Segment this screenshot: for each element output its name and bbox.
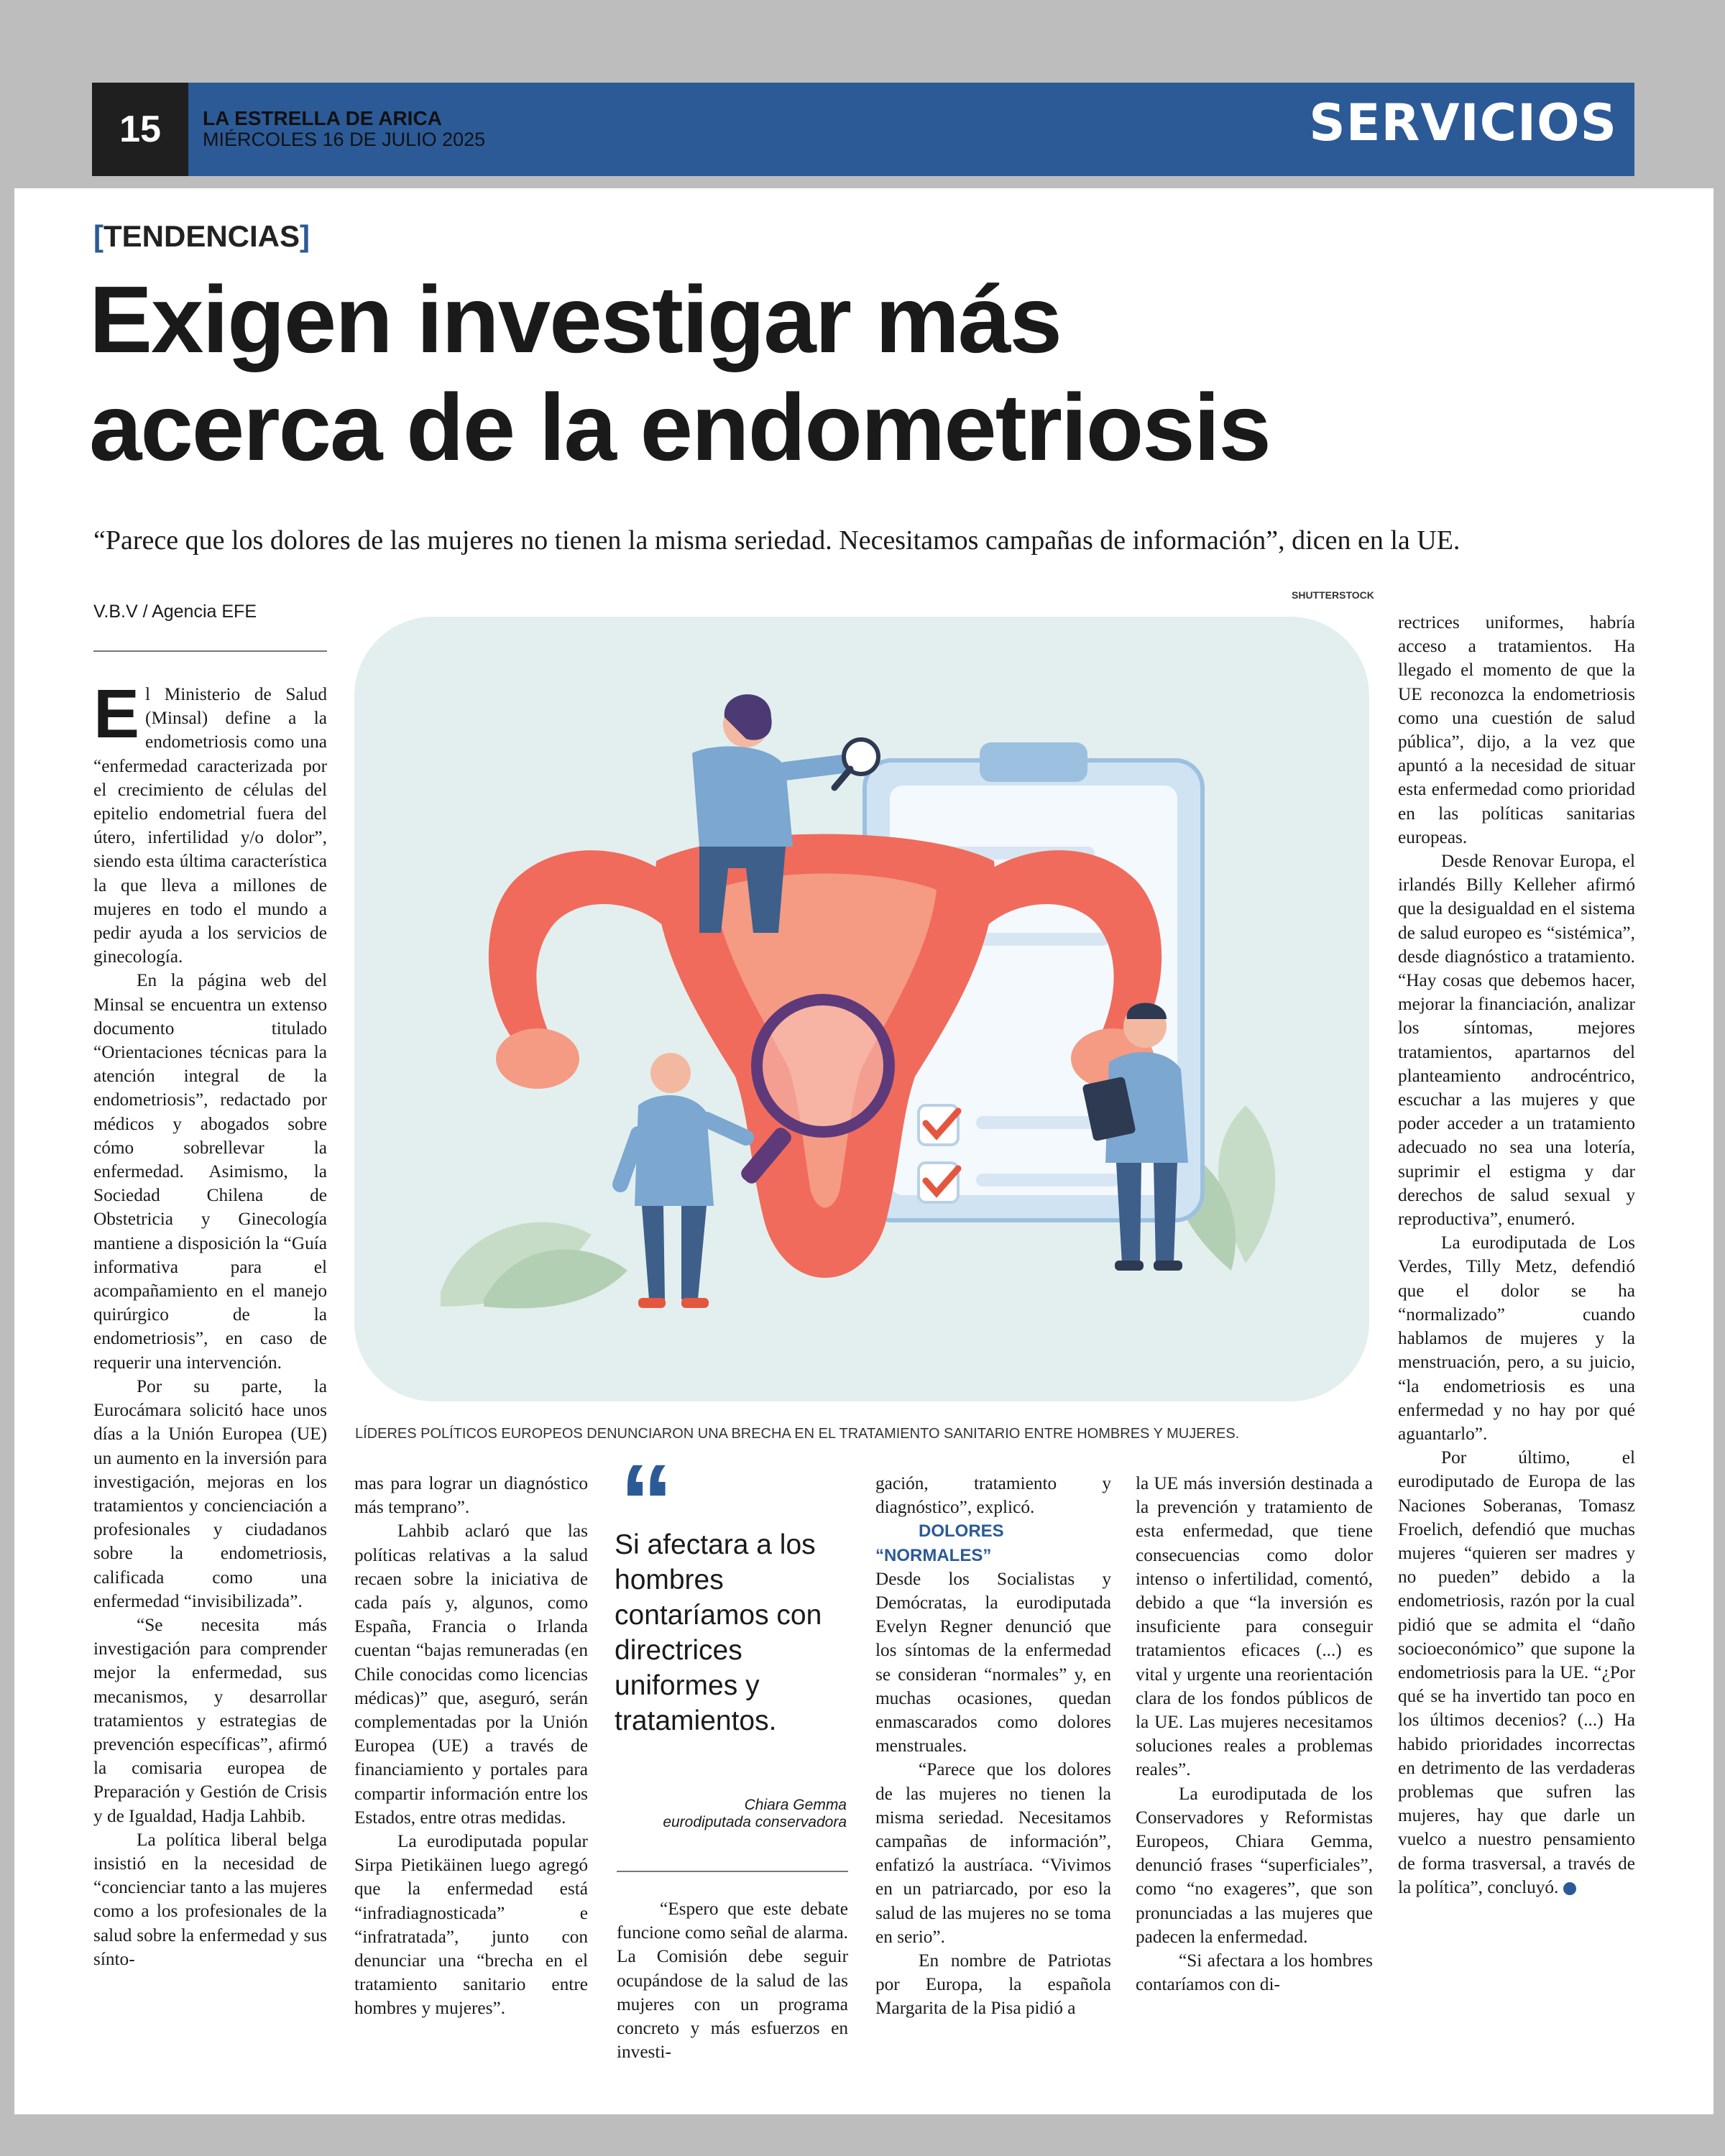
column-2-paragraph: Lahbib aclaró que las políticas relativas a la salud recaen sobre la iniciativa de cada país y, algunos, como España, Francia o Irlanda cuentan “bajas remuneradas (en Chile conocidas como licencias médicas)” que, aseguró, serán complementadas por la Unión Europea (UE) a través de financiamiento y portales para compartir información entre los Estados, entre otras medidas.	[354, 1521, 588, 1828]
quote-author: Chiara Gemma	[744, 1797, 847, 1813]
column-6-paragraph: rectrices uniformes, habría acceso a tratamientos. Ha llegado el momento de que la UE reconozca la endometriosis como una cuestión de salud pública”, dijo, a la vez que apuntó a la necesidad de situar esta enfermedad como prioridad en las políticas sanitarias europeas.	[1398, 612, 1635, 847]
column-6-paragraph	[1398, 1446, 1635, 1899]
column-6-paragraph: Desde Renovar Europa, el irlandés Billy Kelleher afirmó que la desigualdad en el sistema de salud europeo es “sistémica”, desde diagnóstico a tratamiento. “Hay cosas que debemos hacer, mejorar la financiación, analizar los síntomas, mejores tratamientos, apartarnos del planteamiento androcéntrico, escuchar a las mujeres y que poder acceder a un tratamiento adecuado no sea una lotería, suprimir el estigma y dar derechos de salud sexual y reproductiva”, enumeró.	[1398, 851, 1635, 1230]
magnifier-lens	[757, 1000, 889, 1132]
column-1-paragraph: En la página web del Minsal se encuentra un extenso documento titulado “Orientaciones técnicas para la atención integral de la endometriosis”, redactado por médicos y abogados sobre cómo sobrellevar la enfermedad. Asimismo, la Sociedad Chilena de Obstetricia y Ginecología mantiene a disposición la “Guía informativa para el acompañamiento en el manejo quirúrgico de la endometriosis”, en caso de requerir una intervención.	[93, 970, 327, 1373]
column-3-paragraph: “Espero que este debate funcione como señal de alarma. La Comisión debe seguir ocupándose de la salud de las mujeres con un programa concreto y más esfuerzos en investi-	[617, 1899, 848, 2063]
column-4-paragraph: gación, tratamiento y diagnóstico”, explicó.	[875, 1473, 1111, 1518]
page-number: 15	[92, 83, 188, 176]
column-6	[1398, 611, 1635, 1899]
byline-rule	[93, 650, 327, 652]
column-2	[354, 1472, 588, 2021]
column-4-paragraph: “Parece que los dolores de las mujeres no tienen la misma seriedad. Necesitamos campañas de información”, enfatizó la austríaca. “Vivimos en un patriarcado, por eso la salud de las mujeres no se toma en serio”.	[875, 1759, 1111, 1947]
column-1-paragraph: l Ministerio de Salud (Minsal) define a la endometriosis como una “enfermedad caracterizada por el crecimiento de células del epitelio endometrial fuera del útero, infertilidad y/o dolor”, siendo esta última característica la que lleva a millones de mujeres en todo el mundo a pedir ayuda a los servicios de ginecología.	[93, 684, 327, 967]
newspaper-info	[203, 108, 485, 149]
column-4-paragraph: Desde los Socialistas y Demócratas, la eurodiputada Evelyn Regner denunció que los síntomas de la enfermedad se consideran “normales” y, en muchas ocasiones, quedan enmascarados como dolores menstruales.	[875, 1568, 1111, 1756]
section-title: SERVICIOS	[1309, 93, 1617, 152]
column-1-paragraph: Por su parte, la Eurocámara solicitó hace unos días a la Unión Europea (UE) un aumento en la inversión para investigación, mejoras en los tratamientos y concienciación a profesionales y ciudadanos sobre la endometriosis, calificada como una enfermedad “invisibilizada”.	[93, 1376, 327, 1611]
quote-mark: “	[620, 1442, 673, 1562]
newspaper-name: LA ESTRELLA DE ARICA	[203, 107, 442, 129]
deck: “Parece que los dolores de las mujeres no tienen la misma seriedad. Necesitamos campañas de información”, dicen en la UE.	[93, 525, 1460, 556]
photo-credit: SHUTTERSTOCK	[1292, 589, 1374, 601]
column-6-last-text: Por último, el eurodiputado de Europa de las Naciones Soberanas, Tomasz Froelich, defendió que muchas mujeres “quieren ser madres y no pueden” debido a la endometriosis, razón por la cual pidió que se admita el “daño socioeconómico” que supone la endometriosis para la UE. “¿Por qué se ha invertido tan poco en los últimos decenios? (...) Ha habido prioridades incorrectas en detrimento de las verdaderas problemas que sufren las mujeres, hay que darle un vuelco a nuestro pensamiento de forma trasversal, a través de la política”, concluyó.	[1398, 1447, 1635, 1897]
column-6-paragraph: La eurodiputada de Los Verdes, Tilly Metz, defendió que el dolor se ha “normalizado” cuando hablamos de mujeres y la menstruación, pero, a su juicio, “la endometriosis es una enfermedad y no hay por qué aguantarlo”.	[1398, 1233, 1635, 1444]
kicker: [TENDENCIAS]	[93, 219, 310, 253]
byline: V.B.V / Agencia EFE	[93, 602, 257, 622]
kicker-text: TENDENCIAS	[104, 219, 300, 253]
end-mark-icon: ✪	[1563, 1882, 1576, 1895]
headline	[89, 266, 1634, 482]
quote-rule	[617, 1871, 848, 1872]
column-5-paragraph: la UE más inversión destinada a la prevención y tratamiento de esta enfermedad, que tiene consecuencias como dolor intenso o infertilidad, comentó, debido a que “la inversión es insuficiente para conseguir tratamientos eficaces (...) es vital y urgente una reorientación clara de los fondos públicos de la UE. Las mujeres necesitamos soluciones reales a problemas reales”.	[1136, 1473, 1373, 1780]
endometriosis-illustration	[354, 617, 1369, 1401]
column-2-paragraph: La eurodiputada popular Sirpa Pietikäinen luego agregó que la enfermedad está “infradiagnosticada” e “infratratada”, junto con denunciar una “brecha en el tratamiento sanitario entre hombres y mujeres”.	[354, 1831, 588, 2019]
issue-date: MIÉRCOLES 16 DE JULIO 2025	[203, 129, 486, 150]
column-1-paragraph: La política liberal belga insistió en la necesidad de “concienciar tanto a las mujeres como a los profesionales de la salud sobre la enfermedad y sus sínto-	[93, 1829, 327, 1969]
column-1	[93, 676, 327, 1971]
column-5-paragraph: La eurodiputada de los Conservadores y Reformistas Europeos, Chiara Gemma, denunció frases “superficiales”, como “no exageres”, que son pronunciadas a las mujeres que padecen la enfermedad.	[1136, 1783, 1373, 1947]
subhead: DOLORES “NORMALES”	[875, 1521, 1004, 1565]
column-5	[1136, 1472, 1373, 1996]
image-caption: LÍDERES POLÍTICOS EUROPEOS DENUNCIARON UNA BRECHA EN EL TRATAMIENTO SANITARIO ENTRE HOMBRES Y MUJERES.	[355, 1426, 1240, 1442]
column-4-paragraph: En nombre de Patriotas por Europa, la española Margarita de la Pisa pidió a	[875, 1950, 1111, 2019]
column-1-paragraph: “Se necesita más investigación para comprender mejor la enfermedad, sus mecanismos, y desarrollar tratamientos y estrategias de prevención específicas”, afirmó la comisaria europea de Preparación y Gestión de Crisis y de Igualdad, Hadja Lahbib.	[93, 1614, 327, 1826]
column-2-paragraph: mas para lograr un diagnóstico más temprano”.	[354, 1473, 588, 1518]
column-4	[875, 1472, 1111, 2021]
column-5-paragraph: “Si afectara a los hombres contaríamos con di-	[1136, 1950, 1373, 1995]
drop-cap: E	[93, 676, 140, 752]
column-3	[617, 1897, 848, 2064]
pull-quote: Si afectara a los hombres contaríamos con directrices uniformes y tratamientos.	[615, 1529, 822, 1736]
headline-line-1: Exigen investigar más	[89, 267, 1061, 372]
headline-line-2: acerca de la endometriosis	[89, 374, 1270, 480]
quote-attribution	[618, 1797, 847, 1831]
quote-role: eurodiputada conservadora	[663, 1814, 847, 1830]
